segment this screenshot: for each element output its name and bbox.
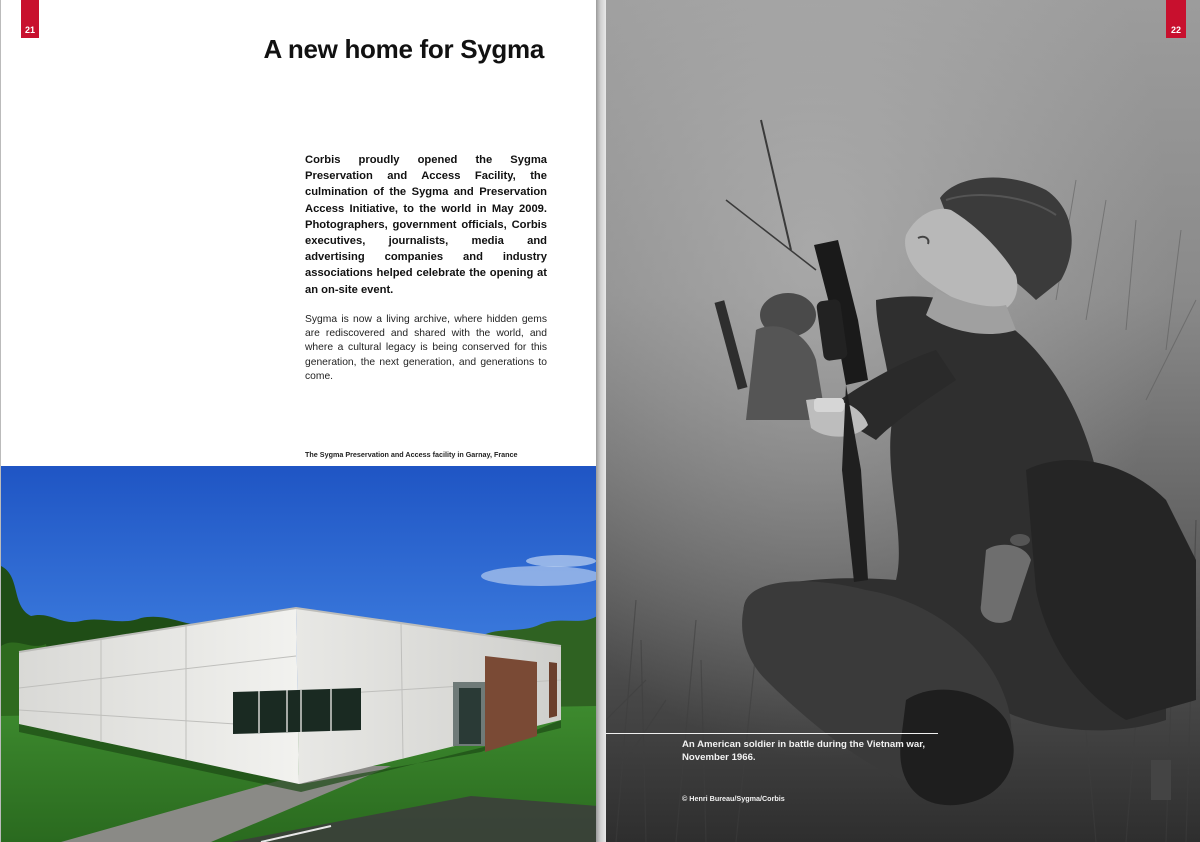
- page-title: A new home for Sygma: [263, 34, 544, 64]
- caption-rule: [606, 733, 938, 734]
- left-page: [0, 0, 596, 842]
- soldier-photo-caption: An American soldier in battle during the Vietnam war, November 1966.: [682, 739, 926, 763]
- right-page: [606, 0, 1200, 842]
- page-number-left: 21: [24, 25, 35, 35]
- photo-credit: © Henri Bureau/Sygma/Corbis: [682, 794, 785, 803]
- page-number-right: 22: [1170, 25, 1181, 35]
- body-paragraph: Sygma is now a living archive, where hidden gems are rediscovered and shared with the world, and where a cultural legacy is being conserved for this generation, the next generation, and generations to come.: [305, 314, 547, 382]
- soldier-photo: [606, 0, 1200, 842]
- building-photo: [1, 466, 596, 842]
- intro-paragraph: Corbis proudly opened the Sygma Preservation and Access Facility, the culmination of the Sygma and Preservation Access Initiative, to the world in May 2009. Photographers, government officials, Corbis executives, journalists, media and advertising companies and industry associations helped celebrate the opening at an on-site event.: [305, 154, 547, 296]
- building-photo-caption: The Sygma Preservation and Access facility in Garnay, France: [305, 450, 518, 459]
- page-number-tab-right: [1166, 0, 1186, 38]
- page-number-tab-left: [21, 0, 39, 38]
- spread-gutter: [596, 0, 606, 842]
